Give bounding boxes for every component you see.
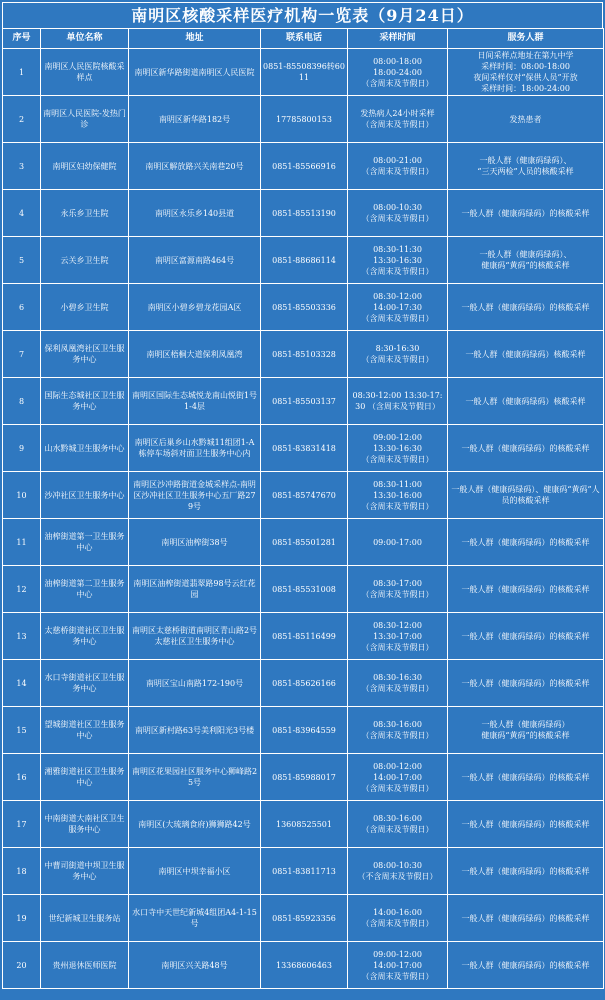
column-header-no: 序号 xyxy=(3,29,41,49)
cell-phone[interactable]: 0851-85508396转6011 xyxy=(261,49,348,96)
cell-time: 08:00-21:00 （含周末及节假日） xyxy=(348,143,448,190)
cell-phone[interactable]: 0851-88686114 xyxy=(261,237,348,284)
cell-no: 12 xyxy=(3,566,41,613)
cell-name: 太慈桥街道社区卫生服务中心 xyxy=(41,613,129,660)
cell-time: 08:30-12:00 13:30-17:30 （含周末及节假日） xyxy=(348,378,448,425)
cell-no: 11 xyxy=(3,519,41,566)
table-row xyxy=(3,472,604,519)
cell-phone[interactable]: 0851-85116499 xyxy=(261,613,348,660)
cell-address: 南明区梧桐大道保利凤凰湾 xyxy=(129,331,261,378)
cell-no: 3 xyxy=(3,143,41,190)
cell-name: 小碧乡卫生院 xyxy=(41,284,129,331)
cell-time: 08:00-10:30 （含周末及节假日） xyxy=(348,190,448,237)
cell-name: 世纪新城卫生服务站 xyxy=(41,895,129,942)
cell-phone[interactable]: 0851-85503137 xyxy=(261,378,348,425)
cell-group: 一般人群（健康码绿码）的核酸采样 xyxy=(448,942,604,989)
cell-name: 湘雅街道社区卫生服务中心 xyxy=(41,754,129,801)
cell-group: 一般人群（健康码绿码）、 健康码“黄码”的核酸采样 xyxy=(448,237,604,284)
table-body xyxy=(3,49,604,989)
cell-no: 17 xyxy=(3,801,41,848)
cell-no: 6 xyxy=(3,284,41,331)
table-row xyxy=(3,801,604,848)
cell-phone[interactable]: 0851-85503336 xyxy=(261,284,348,331)
cell-address: 南明区花果园社区服务中心狮峰路25号 xyxy=(129,754,261,801)
cell-time: 08:30-16:30 （含周末及节假日） xyxy=(348,660,448,707)
cell-group: 一般人群（健康码绿码）的核酸采样 xyxy=(448,801,604,848)
cell-phone[interactable]: 0851-85923356 xyxy=(261,895,348,942)
column-header-address: 地址 xyxy=(129,29,261,49)
institution-table xyxy=(2,28,604,989)
table-row xyxy=(3,660,604,707)
cell-group: 一般人群（健康码绿码）的核酸采样 xyxy=(448,895,604,942)
table-row xyxy=(3,425,604,472)
cell-phone[interactable]: 0851-85988017 xyxy=(261,754,348,801)
cell-group: 发热患者 xyxy=(448,96,604,143)
cell-time: 发热病人24小时采样 （含周末及节假日） xyxy=(348,96,448,143)
cell-address: 南明区油榨街道翡翠路98号云红花园 xyxy=(129,566,261,613)
table-row xyxy=(3,190,604,237)
cell-group: 一般人群（健康码绿码）的核酸采样 xyxy=(448,848,604,895)
cell-no: 19 xyxy=(3,895,41,942)
cell-group: 一般人群（健康码绿码）、 “三天两检”人员的核酸采样 xyxy=(448,143,604,190)
cell-no: 15 xyxy=(3,707,41,754)
table-row xyxy=(3,284,604,331)
cell-address: 南明区兴关路48号 xyxy=(129,942,261,989)
cell-address: 南明区新华路街道南明区人民医院 xyxy=(129,49,261,96)
cell-address: 南明区中坝幸福小区 xyxy=(129,848,261,895)
cell-group: 一般人群（健康码绿码）的核酸采样 xyxy=(448,613,604,660)
table-header-row xyxy=(3,29,604,49)
cell-address: 南明区(大琉璃食府)狮狮路42号 xyxy=(129,801,261,848)
cell-address: 南明区解放路兴关南巷20号 xyxy=(129,143,261,190)
cell-address: 南明区宝山南路172-190号 xyxy=(129,660,261,707)
cell-no: 1 xyxy=(3,49,41,96)
page-title: 南明区核酸采样医疗机构一览表（9月24日） xyxy=(2,2,603,28)
cell-no: 13 xyxy=(3,613,41,660)
cell-address: 南明区太慈桥街道南明区青山路2号太慈社区卫生服务中心 xyxy=(129,613,261,660)
cell-name: 贵州退休医师医院 xyxy=(41,942,129,989)
cell-group: 一般人群（健康码绿码）的核酸采样 xyxy=(448,425,604,472)
table-row xyxy=(3,707,604,754)
cell-no: 9 xyxy=(3,425,41,472)
cell-group: 一般人群（健康码绿码） 健康码“黄码”的核酸采样 xyxy=(448,707,604,754)
cell-group: 一般人群（健康码绿码）、健康码“黄码”人员的核酸采样 xyxy=(448,472,604,519)
cell-group: 一般人群（健康码绿码）的核酸采样 xyxy=(448,190,604,237)
table-row xyxy=(3,96,604,143)
cell-name: 永乐乡卫生院 xyxy=(41,190,129,237)
table-row xyxy=(3,613,604,660)
notice-sheet xyxy=(2,2,603,998)
cell-name: 南明区妇幼保健院 xyxy=(41,143,129,190)
cell-time: 09:00-12:00 14:00-17:00 （含周末及节假日） xyxy=(348,942,448,989)
cell-name: 油榨街道第二卫生服务中心 xyxy=(41,566,129,613)
cell-no: 7 xyxy=(3,331,41,378)
cell-name: 水口寺街道社区卫生服务中心 xyxy=(41,660,129,707)
cell-name: 南明区人民医院核酸采样点 xyxy=(41,49,129,96)
cell-name: 油榨街道第一卫生服务中心 xyxy=(41,519,129,566)
cell-group: 一般人群（健康码绿码）的核酸采样 xyxy=(448,519,604,566)
cell-time: 08:00-10:30 （不含周末及节假日） xyxy=(348,848,448,895)
table-row xyxy=(3,49,604,96)
cell-phone[interactable]: 13368606463 xyxy=(261,942,348,989)
cell-address: 南明区油榨街38号 xyxy=(129,519,261,566)
table-row xyxy=(3,895,604,942)
cell-no: 10 xyxy=(3,472,41,519)
cell-time: 08:30-12:00 13:30-17:00 （含周末及节假日） xyxy=(348,613,448,660)
cell-phone[interactable]: 0851-85513190 xyxy=(261,190,348,237)
table-row xyxy=(3,848,604,895)
cell-address: 南明区沙冲路街道金城采样点-南明区沙冲社区卫生服务中心五厂路279号 xyxy=(129,472,261,519)
table-row xyxy=(3,754,604,801)
table-row xyxy=(3,378,604,425)
table-row xyxy=(3,519,604,566)
cell-phone[interactable]: 0851-85747670 xyxy=(261,472,348,519)
cell-group: 一般人群（健康码绿码）核酸采样 xyxy=(448,331,604,378)
cell-phone[interactable]: 0851-85531008 xyxy=(261,566,348,613)
table-row xyxy=(3,237,604,284)
table-row xyxy=(3,942,604,989)
cell-time: 8:30-16:30 （含周末及节假日） xyxy=(348,331,448,378)
table-row xyxy=(3,143,604,190)
cell-time: 08:30-12:00 14:00-17:30 （含周末及节假日） xyxy=(348,284,448,331)
cell-phone[interactable]: 0851-85501281 xyxy=(261,519,348,566)
cell-address: 南明区富源南路464号 xyxy=(129,237,261,284)
cell-phone[interactable]: 0851-83831418 xyxy=(261,425,348,472)
cell-group: 一般人群（健康码绿码）的核酸采样 xyxy=(448,660,604,707)
cell-time: 08:30-16:00 （含周末及节假日） xyxy=(348,801,448,848)
cell-name: 望城街道社区卫生服务中心 xyxy=(41,707,129,754)
cell-address: 南明区新华路182号 xyxy=(129,96,261,143)
cell-address: 南明区新村路63号美利阳光3号楼 xyxy=(129,707,261,754)
cell-name: 中南街道大南社区卫生服务中心 xyxy=(41,801,129,848)
cell-address: 水口寺中天世纪新城4组团A4-1-15号 xyxy=(129,895,261,942)
cell-time: 08:30-11:00 13:30-16:00 （含周末及节假日） xyxy=(348,472,448,519)
cell-time: 09:00-17:00 xyxy=(348,519,448,566)
cell-phone[interactable]: 0851-83811713 xyxy=(261,848,348,895)
cell-time: 08:00-12:00 14:00-17:00 （含周末及节假日） xyxy=(348,754,448,801)
cell-name: 山水黔城卫生服务中心 xyxy=(41,425,129,472)
cell-phone[interactable]: 0851-85626166 xyxy=(261,660,348,707)
column-header-phone: 联系电话 xyxy=(261,29,348,49)
table-row xyxy=(3,566,604,613)
cell-group: 日间采样点地址在第九中学 采样时间：08:00-18:00 夜间采样仅对“保供人员”开放 采样时间：18:00-24:00 xyxy=(448,49,604,96)
column-header-group: 服务人群 xyxy=(448,29,604,49)
cell-phone[interactable]: 0851-85566916 xyxy=(261,143,348,190)
cell-no: 5 xyxy=(3,237,41,284)
cell-group: 一般人群（健康码绿码）核酸采样 xyxy=(448,378,604,425)
cell-no: 8 xyxy=(3,378,41,425)
cell-name: 保利凤凰湾社区卫生服务中心 xyxy=(41,331,129,378)
cell-name: 国际生态城社区卫生服务中心 xyxy=(41,378,129,425)
cell-phone[interactable]: 13608525501 xyxy=(261,801,348,848)
cell-time: 08:30-11:30 13:30-16:30 （含周末及节假日） xyxy=(348,237,448,284)
cell-time: 08:30-16:00 （含周末及节假日） xyxy=(348,707,448,754)
cell-phone[interactable]: 17785800153 xyxy=(261,96,348,143)
cell-time: 09:00-12:00 13:30-16:30 （含周末及节假日） xyxy=(348,425,448,472)
cell-name: 南明区人民医院-发热门诊 xyxy=(41,96,129,143)
cell-group: 一般人群（健康码绿码）的核酸采样 xyxy=(448,284,604,331)
column-header-name: 单位名称 xyxy=(41,29,129,49)
cell-no: 20 xyxy=(3,942,41,989)
cell-group: 一般人群（健康码绿码）的核酸采样 xyxy=(448,566,604,613)
cell-name: 中曹司街道中坝卫生服务中心 xyxy=(41,848,129,895)
cell-time: 14:00-16:00 （含周末及节假日） xyxy=(348,895,448,942)
cell-time: 08:30-17:00 （含周末及节假日） xyxy=(348,566,448,613)
cell-name: 沙冲社区卫生服务中心 xyxy=(41,472,129,519)
cell-address: 南明区小碧乡碧龙花园A区 xyxy=(129,284,261,331)
cell-address: 南明区国际生态城悦龙南山悦街1号1-4层 xyxy=(129,378,261,425)
cell-address: 南明区永乐乡140县道 xyxy=(129,190,261,237)
cell-group: 一般人群（健康码绿码）的核酸采样 xyxy=(448,754,604,801)
cell-no: 2 xyxy=(3,96,41,143)
cell-no: 14 xyxy=(3,660,41,707)
column-header-time: 采样时间 xyxy=(348,29,448,49)
cell-name: 云关乡卫生院 xyxy=(41,237,129,284)
cell-no: 4 xyxy=(3,190,41,237)
cell-time: 08:00-18:00 18:00-24:00 （含周末及节假日） xyxy=(348,49,448,96)
cell-no: 18 xyxy=(3,848,41,895)
cell-phone[interactable]: 0851-85103328 xyxy=(261,331,348,378)
cell-no: 16 xyxy=(3,754,41,801)
table-row xyxy=(3,331,604,378)
cell-phone[interactable]: 0851-83964559 xyxy=(261,707,348,754)
cell-address: 南明区后巢乡山水黔城11组团1-A栋停车场斜对面卫生服务中心内 xyxy=(129,425,261,472)
